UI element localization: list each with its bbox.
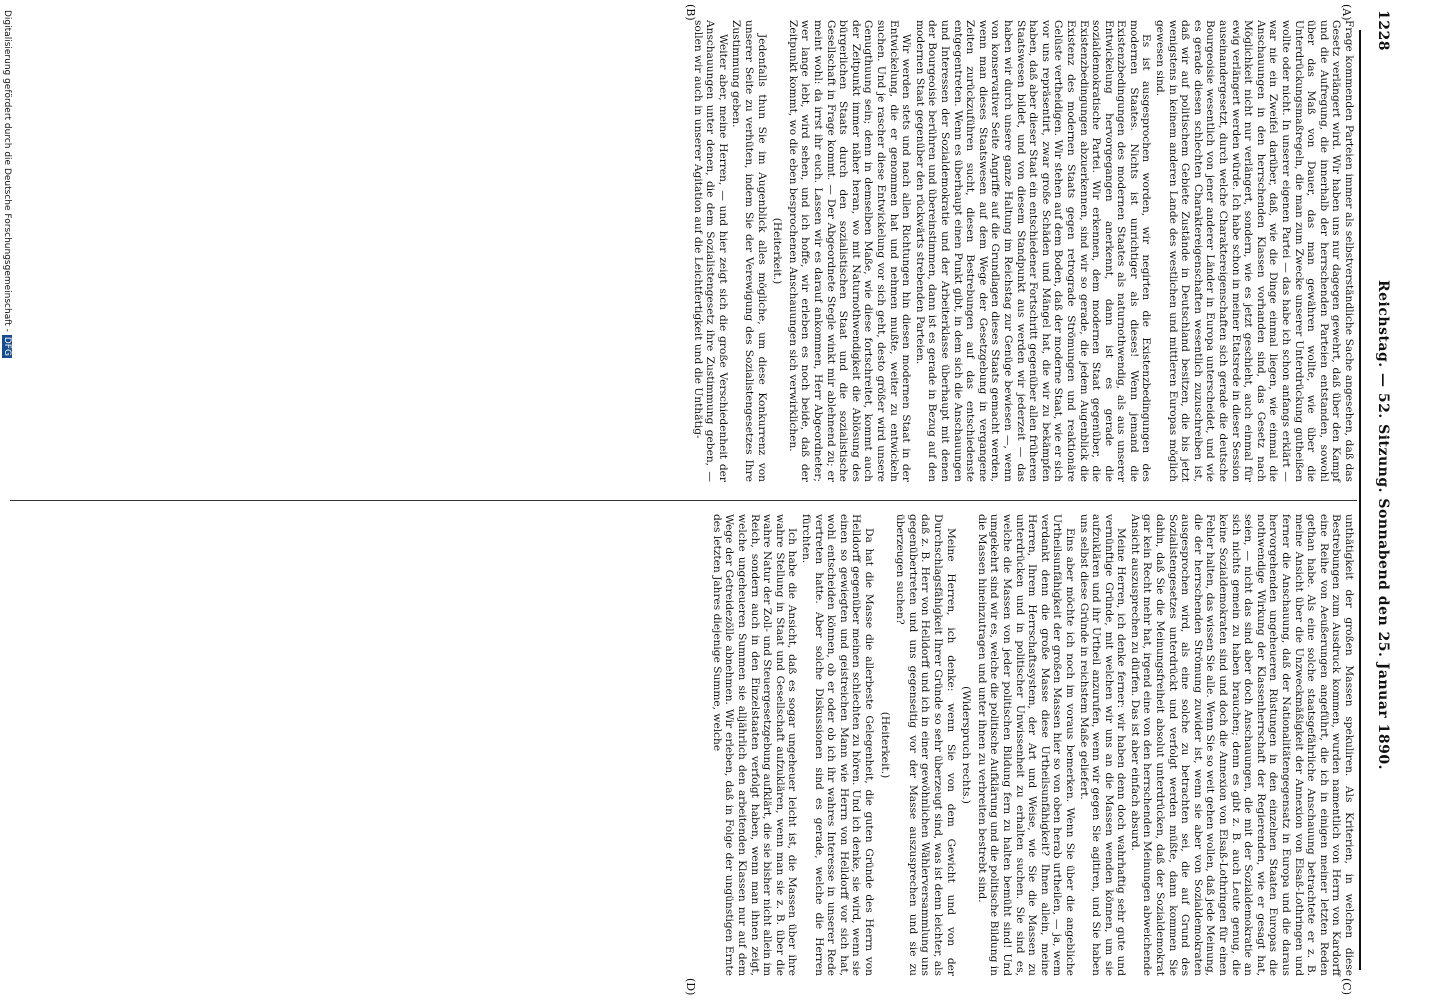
margin-marker-b: (B) [684,4,697,21]
paragraph: Da hat die Masse die allerbeste Gelegenheit, die guten Gründe des Herrn von Helldorff gegenüber meinen schlechten zu hören. Und ich denke, sie wird, wenn sie einen so gewiegten und geistreichen Mann wie Herrn von Helldorff vor sich hat, wohl entscheiden können, ob er oder ob ich ihr wahres Interesse in unserer Rede vertreten hatte. Aber solche Diskussionen sind es gerade, welche die Herren fürchten. [800,514,876,976]
page-number: 1228 [1375,10,1391,51]
paragraph: Weiter aber, meine Herren, — und hier zeigt sich die große Verschiedenheit der Anschauungen unter denen, die dem Sozialistengesetz ihre Zustimmung geben, — sollen wir auch in unserer Agitation auf die Leichtfertigkeit und die Unthätig- [691,20,729,482]
margin-marker-d: (D) [684,978,697,996]
header-rule [1359,30,1361,970]
paragraph: Frage kommenden Parteien immer als selbstverständliche Sache angesehen, daß das Gesetz verlängert wird. Wir haben uns nur dagegen gewehrt, daß über den Kampf und die Aufregung, die innerhalb der herrschenden Parteien entstanden, sowohl über das Maß von Dauer, das man gewähren wollte, wie über die Unterdrückungsmaßregeln, die man zum Zwecke unserer Unterdrückung gutheißen wollte oder nicht. In unserer eigenen Partei — das habe ich schon anfangs erklärt — war nie ein Zweifel darüber, daß, wie die Dinge einmal liegen, wie einmal die Anschauungen in den herrschenden Klassen vorhanden sind, das Gesetz nach Möglichkeit nicht nur verlängert, sondern, wie es jetzt geschieht, auch einmal für ewig verlängert werden würde. Ich habe schon in meiner Etatsrede in dieser Session auseinandergesetzt, durch welche Charaktereigenschaften sich gerade die deutsche Bourgeoisie wesentlich von jener anderer Länder in Europa unterscheidet, und wie es gerade diesen schlechten Charaktereigenschaften wesentlich zuzuschreiben ist, daß wir auf politischem Gebiete Zustände in Deutschland besitzen, die bis jetzt wenigstens in keinem anderen Lande des westlichen und mittleren Europas möglich gewesen sind. [1154,20,1355,482]
digitization-text: Digitalisierung gefördert durch die Deutsche Forschungsgemeinschaft - [2,10,12,332]
interjection: (Heiterkeit.) [771,217,784,285]
paragraph: Meine Herren, ich denke: wenn Sie von dem Gewicht und von der Durchschlagsfähigkeit Ihrer Gründe so sehr überzeugt sind, was ist denn leichter, als daß z. B. Herr von Helldorff und ich in einer gewöhnlichen Wählerversammlung uns gegenübertreten und uns gegenseitig vor der Masse auszusprechen und sie zu überzeugen suchen? [894,514,957,976]
paragraph: Meine Herren, ich denke ferner: wir haben denn doch wahrhaftig sehr gute und vernünftige Gründe, mit welchen wir uns an die Massen wenden können, um sie aufzuklären und ihr Urtheil anzurufen, wenn wir gegen Sie agitiren, und Sie haben uns selbst diese Gründe in reichstem Maße geliefert. [1077,514,1128,976]
column-divider [10,500,1357,501]
paragraph: Eins aber möchte ich noch im voraus bemerken. Wenn Sie über die angebliche Urtheilsunfähigkeit der großen Massen hier so von oben herab urtheilen, — ja, wem verdankt denn die große Masse diese Urtheilsunfähigkeit? Ihnen allein, meine Herren, Ihrem Herrschaftssystem, der Art und Weise, wie Sie die Massen zu unterdrücken und in politischer Unwissenheit zu erhalten suchen. Sie sind es, welche die Massen von jeder politischen Bildung fern zu halten bemüht sind! Und umgekehrt sind wir es, welche die politische Aufklärung und die politische Bildung in die Massen hineinzutragen und unter ihnen zu verbreiten bestrebt sind. [975,514,1076,976]
digitization-notice [2,10,12,358]
interjection: (Widerspruch rechts.) [960,686,973,804]
paragraph: Es ist ausgesprochen worden, wir negirten die Existenzbedingungen des modernen Staates. Nichts ist unrichtiger als dieses! Wenn jemand die Existenzbedingungen des modernen Staates als naturnothwendig, als aus unserer Entwickelung hervorgegangen anerkennt, dann ist es gerade die sozialdemokratische Partei. Wir erkennen, dem modernen Staat gegenüber, die Existenzbedingungen abzuerkennen, sind wir so gerade, die jedem Augenblick die Existenz des modernen Staats gegen retrograde Strömungen und reaktionäre Gelüste vertheidigen. Wir stehen auf dem Boden, daß der moderne Staat, wie er sich vor uns repräsentirt, zwar große Schäden und Mängel hat, die wir zu bekämpfen haben, daß aber dieser Staat ein entschiedener Fortschritt gegenüber allen früheren Staatswesen bildet, und von diesem Standpunkt aus werden wir jederzeit — das haben wir durch unsere ganze Haltung im Reichstag zur Genüge bewiesen —, wenn von konservativer Seite Angriffe auf die Grundlagen dieses Staats gemacht werden, wenn man dieses Staatswesen auf dem Wege der Gesetzgebung in vergangene Zeiten zurückzuführen sucht, diesen Bestrebungen auf das entschiedenste entgegentreten. Wenn es überhaupt einen Punkt gibt, in dem sich die Anschauungen und Interessen der Sozialdemokratie und der Arbeiterklasse überhaupt mit denen der Bourgeoisie berühren und übereinstimmen, dann ist es gerade in Bezug auf den modernen Staat gegenüber den rückwärts strebenden Parteien. [913,20,1153,482]
paragraph: Wir werden stets und nach allen Richtungen hin diesen modernen Staat in der Entwickelung, die er genommen hat und nehmen mußte, weiter zu entwickeln suchen. Und je rascher diese Entwickelung vor sich geht, desto größer wird unsere Genugthuung sein; denn in demselben Maße, wie diese fortschreitet, kommt auch der Zeitpunkt immer näher heran, wo mit Naturnothwendigkeit die Ablösung des bürgerlichen Staats durch den sozialistischen Staat und die sozialistische Gesellschaft in Frage kommt. — Der Abgeordnete Stegle winkt mir ablehnend zu; er meint wohl: da irrst ihr euch. Lassen wir es darauf ankommen, Herr Abgeordneter; wer lange lebt, wird sehen, und ich hoffe, wir erleben es noch beide, daß der Zeitpunkt kommt, wo die eben besprochenen Anschauungen sich verwirklichen. [786,20,913,482]
paragraph: unthätigkeit der großen Massen spekuliren. Als Kriterien, in welchen diese Bestrebungen zum Ausdruck kommen, wurden namentlich von Herrn von Kardorff eine Reihe von Aeußerungen angeführt, die ich in einigen meiner letzten Reden gethan habe. Als eine solche staatsgefährliche Anschauung betrachtete er z. B. meine Ansicht über die Unzweckmäßigkeit der Annexion von Elsaß-Lothringen und ferner die Anschauung, daß der Nationalitätengegensatz in Europa und die daraus hervorgehenden ungeheueren Rüstungen in den einzelnen Staaten Europas die nothwendige Wirkung der Klassenherrschaft der Regierenden, wie er gesagt hat, seien, — nicht das sind aber doch Anschauungen, die mit der Sozialdemokratie an sich nichts gemein zu haben brauchen; denn es gibt z. B. auch Leute genug, die keine Sozialdemokraten sind und doch die Annexion von Elsaß-Lothringen für einen Fehler halten, das wissen Sie alle. Wenn Sie so weit gehen wollen, daß jede Meinung, die der herrschenden Strömung zuwider ist, wenn sie aber von Sozialdemokraten ausgesprochen wird, als eine solche zu betrachten sei, die auf Grund des Sozialistengesetzes unterdrückt und verfolgt werden müßte, dann kommen Sie dahin, daß Sie die Meinungsfreiheit absolut unterdrücken, daß der Sozialdemokrat gar kein Recht mehr hat, irgend eine von den herrschenden Meinungen abweichende Ansicht auszusprechen zu dürfen. Das ist aber einfach absurd. [1128,514,1355,976]
dfg-logo: DFG [2,336,12,356]
margin-marker-a: (A) [1340,4,1353,21]
interjection: (Heiterkeit.) [878,711,891,779]
paragraph: Jedenfalls thun Sie im Augenblick alles mögliche, um diese Konkurrenz von unserer Seite zu verhüten, indem Sie der Verewigung des Sozialistengesetzes Ihre Zustimmung geben. [730,20,768,482]
paragraph: Ich habe die Ansicht, daß es sogar ungeheuer leicht ist, die Massen über ihre wahre Stellung in Staat und Gesellschaft aufzuklären, wenn man sie z. B. über die wahre Natur der Zoll- und Steuergesetzgebung aufklärt, die sie bisher nicht allein im Reich, sondern auch in den Einzelstaaten verfolgt haben, wenn man ihnen zeigt, welche ungeheueren Summen sie alljährlich den arbeitenden Klassen nur auf dem Wege der Getreidezölle abnehmen. Wir erleben, daß in Folge der ungünstigen Ernte des letzten Jahres diejenige Summe, welche [710,514,799,976]
margin-marker-c: (C) [1340,978,1353,995]
page-title: Reichstag. — 52. Sitzung. Sonnabend den 25. Januar 1890. [1375,280,1391,770]
page-header [1365,0,1397,1000]
right-column [709,514,1355,976]
left-column [690,20,1355,482]
